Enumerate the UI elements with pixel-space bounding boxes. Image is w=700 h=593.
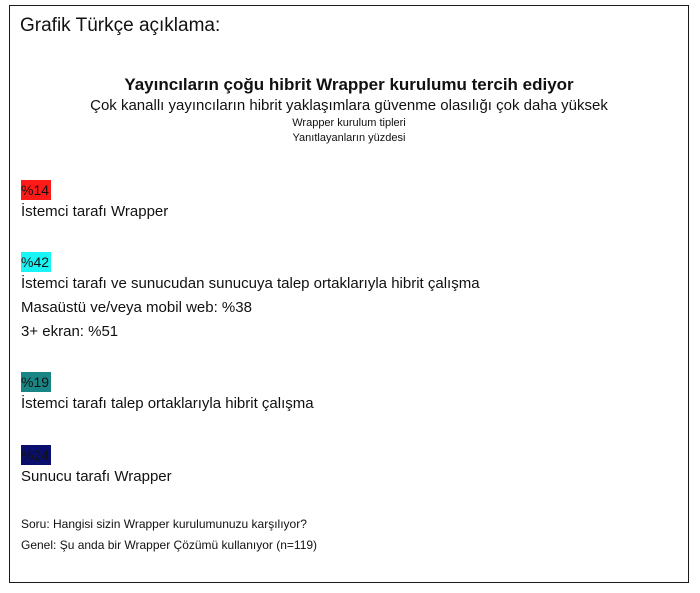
list-item — [21, 252, 480, 344]
document-frame — [9, 5, 689, 583]
document-heading: Grafik Türkçe açıklama: — [20, 15, 221, 36]
entry-detail: Masaüstü ve/veya mobil web: %38 — [21, 299, 252, 316]
list-item — [21, 180, 168, 224]
chart-title-block — [10, 74, 688, 146]
percent-badge: %42 — [21, 254, 50, 270]
list-item — [21, 372, 314, 416]
footnotes — [21, 514, 317, 556]
chart-title: Yayıncıların çoğu hibrit Wrapper kurulumu tercih ediyor — [124, 75, 574, 94]
percent-badge: %24 — [21, 447, 50, 463]
chart-caption-type: Wrapper kurulum tipleri — [292, 117, 406, 129]
list-item — [21, 445, 172, 489]
entry-label: İstemci tarafı Wrapper — [21, 203, 169, 220]
percent-badge: %14 — [21, 182, 50, 198]
footnote-question: Soru: Hangisi sizin Wrapper kurulumunuzu karşılıyor? — [21, 517, 307, 531]
footnote-base: Genel: Şu anda bir Wrapper Çözümü kullanıyor (n=119) — [21, 538, 318, 552]
entry-label: İstemci tarafı talep ortaklarıyla hibrit çalışma — [21, 395, 314, 412]
entry-detail: 3+ ekran: %51 — [21, 323, 119, 340]
percent-badge: %19 — [21, 374, 50, 390]
entry-label: Sunucu tarafı Wrapper — [21, 468, 172, 485]
entry-label: İstemci tarafı ve sunucudan sunucuya talep ortaklarıyla hibrit çalışma — [21, 275, 480, 292]
chart-caption-unit: Yanıtlayanların yüzdesi — [292, 132, 406, 144]
chart-subtitle: Çok kanallı yayıncıların hibrit yaklaşımlara güvenme olasılığı çok daha yüksek — [90, 97, 608, 114]
